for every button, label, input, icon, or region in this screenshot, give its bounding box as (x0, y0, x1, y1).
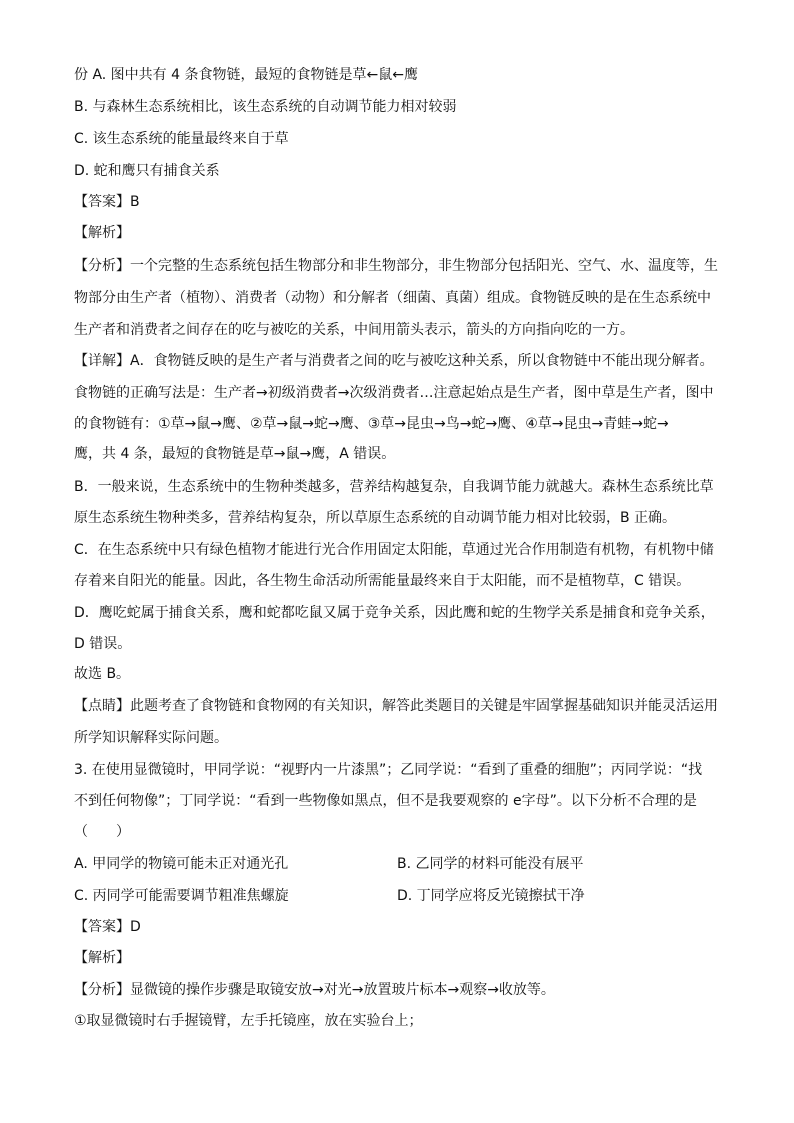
question-3-option-c: C. 丙同学可能需要调节粗准焦螺旋 (74, 888, 289, 904)
detail-text: 食物链的正确写法是：生产者→初级消费者→次级消费者…注意起始点是生产者，图中草是生产者，图中 (74, 385, 714, 401)
option-b-line: B. 与森林生态系统相比，该生态系统的自动调节能力相对较弱 (74, 99, 457, 115)
detail-text: D．鹰吃蛇属于捕食关系，鹰和蛇都吃鼠又属于竞争关系，因此鹰和蛇的生物学关系是捕食和竞争关系， (74, 605, 715, 621)
option-c-line: C. 该生态系统的能量最终来自于草 (74, 131, 289, 147)
analysis-text: ①取显微镜时右手握镜臂，左手托镜座，放在实验台上； (74, 1013, 423, 1029)
analysis-text: 【分析】一个完整的生态系统包括生物部分和非生物部分，非生物部分包括阳光、空气、水、温度等，生 (74, 258, 718, 274)
answer-label: 【答案】D (74, 919, 141, 935)
analysis-text: 物部分由生产者（植物）、消费者（动物）和分解者（细菌、真菌）组成。食物链反映的是在生态系统中 (74, 290, 711, 306)
question-3-blank: （ ） (74, 824, 130, 840)
conclusion-text: 故选 B。 (74, 666, 131, 682)
question-3-option-d: D. 丁同学应将反光镜擦拭干净 (397, 888, 585, 904)
question-3-option-a: A. 甲同学的物镜可能未正对通光孔 (74, 856, 289, 872)
detail-text: C．在生态系统中只有绿色植物才能进行光合作用固定太阳能，草通过光合作用制造有机物，有机物中储 (74, 542, 714, 558)
answer-label: 【答案】B (74, 194, 140, 210)
question-3-text: 不到任何物像”；丁同学说：“看到一些物像如黑点，但不是我要观察的 e字母”。以下分析不合理的是 (74, 793, 697, 809)
analysis-text: 【分析】显微镜的操作步骤是取镜安放→对光→放置玻片标本→观察→收放等。 (74, 982, 555, 998)
detail-text: 【详解】A．食物链反映的是生产者与消费者之间的吃与被吃这种关系，所以食物链中不能出现分解者。 (74, 353, 714, 369)
analysis-label: 【解析】 (74, 950, 130, 966)
comment-text: 所学知识解释实际问题。 (74, 730, 228, 746)
detail-text: 鹰，共 4 条，最短的食物链是草→鼠→鹰，A 错误。 (74, 446, 396, 462)
detail-text: D 错误。 (74, 636, 132, 652)
detail-text: 存着来自阳光的能量。因此，各生物生命活动所需能量最终来自于太阳能，而不是植物草，C 错误。 (74, 573, 691, 589)
question-3-text: 3. 在使用显微镜时，甲同学说：“视野内一片漆黑”；乙同学说：“看到了重叠的细胞”；丙同学说：“找 (74, 762, 703, 778)
analysis-label: 【解析】 (74, 225, 130, 241)
option-a-line: 份 A. 图中共有 4 条食物链，最短的食物链是草←鼠←鹰 (74, 67, 418, 83)
detail-text: 的食物链有：①草→鼠→鹰、②草→鼠→蛇→鹰、③草→昆虫→鸟→蛇→鹰、④草→昆虫→青蛙→蛇→ (74, 416, 669, 432)
analysis-text: 生产者和消费者之间存在的吃与被吃的关系，中间用箭头表示，箭头的方向指向吃的一方。 (74, 322, 634, 338)
detail-text: B．一般来说，生态系统中的生物种类越多，营养结构越复杂，自我调节能力就越大。森林生态系统比草 (74, 479, 714, 495)
option-d-line: D. 蛇和鹰只有捕食关系 (74, 163, 220, 179)
detail-text: 原生态系统生物种类多，营养结构复杂，所以草原生态系统的自动调节能力相对比较弱，B 正确。 (74, 510, 677, 526)
comment-text: 【点睛】此题考查了食物链和食物网的有关知识，解答此类题目的关键是牢固掌握基础知识并能灵活运用 (74, 698, 718, 714)
question-3-option-b: B. 乙同学的材料可能没有展平 (397, 856, 584, 872)
